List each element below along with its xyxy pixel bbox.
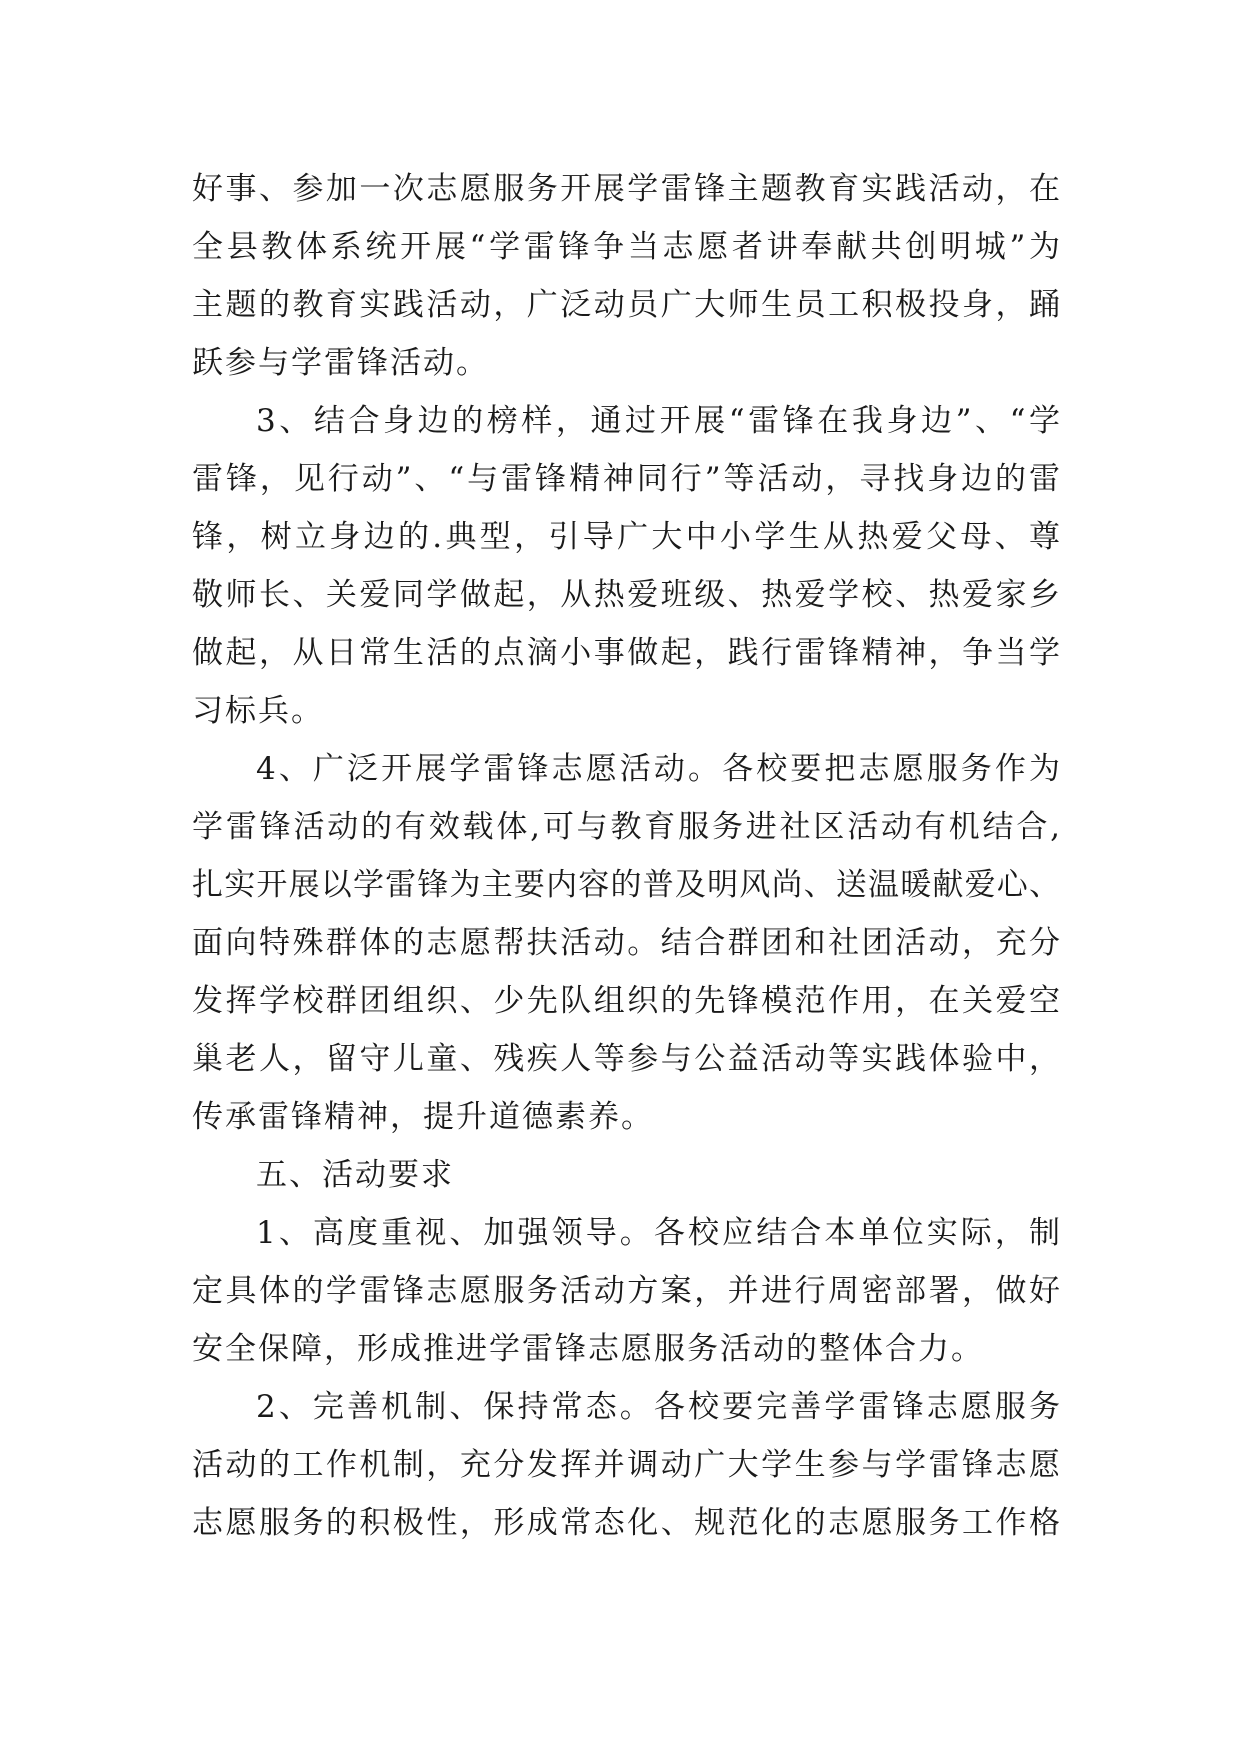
paragraph <box>192 740 1060 1146</box>
text-line: 做起，从日常生活的点滴小事做起，践行雷锋精神，争当学 <box>192 635 1060 671</box>
text-line: 2、完善机制、保持常态。各校要完善学雷锋志愿服务 <box>256 1389 1060 1425</box>
text-line: 活动的工作机制，充分发挥并调动广大学生参与学雷锋志愿 <box>192 1447 1060 1483</box>
text-line: 跃参与学雷锋活动。 <box>192 345 489 381</box>
text-line: 发挥学校群团组织、少先队组织的先锋模范作用，在关爱空 <box>192 983 1060 1019</box>
text-line: 扎实开展以学雷锋为主要内容的普及明风尚、送温暖献爱心、 <box>192 867 1060 903</box>
text-line: 锋，树立身边的.典型，引导广大中小学生从热爱父母、尊 <box>192 519 1060 555</box>
paragraph <box>192 1378 1060 1552</box>
text-line: 习标兵。 <box>192 693 324 729</box>
text-line: 敬师长、关爱同学做起，从热爱班级、热爱学校、热爱家乡 <box>192 577 1060 613</box>
text-line: 学雷锋活动的有效载体,可与教育服务进社区活动有机结合, <box>192 809 1060 845</box>
text-line: 面向特殊群体的志愿帮扶活动。结合群团和社团活动，充分 <box>192 925 1060 961</box>
document-body <box>192 160 1060 1552</box>
text-line: 雷锋，见行动”、“与雷锋精神同行”等活动，寻找身边的雷 <box>192 461 1060 497</box>
paragraph <box>192 1146 1060 1204</box>
text-line: 传承雷锋精神，提升道德素养。 <box>192 1099 654 1135</box>
paragraph <box>192 1204 1060 1378</box>
text-line: 3、结合身边的榜样，通过开展“雷锋在我身边”、“学 <box>256 403 1060 439</box>
text-line: 巢老人，留守儿童、残疾人等参与公益活动等实践体验中， <box>192 1041 1060 1077</box>
document-page <box>192 160 1060 1552</box>
paragraph <box>192 160 1060 392</box>
text-line: 定具体的学雷锋志愿服务活动方案，并进行周密部署，做好 <box>192 1273 1060 1309</box>
text-line: 全县教体系统开展“学雷锋争当志愿者讲奉献共创明城”为 <box>192 229 1060 265</box>
text-line: 好事、参加一次志愿服务开展学雷锋主题教育实践活动，在 <box>192 171 1060 207</box>
text-line: 安全保障，形成推进学雷锋志愿服务活动的整体合力。 <box>192 1331 984 1367</box>
text-line: 志愿服务的积极性，形成常态化、规范化的志愿服务工作格 <box>192 1505 1060 1541</box>
text-line: 主题的教育实践活动，广泛动员广大师生员工积极投身，踊 <box>192 287 1060 323</box>
text-line: 1、高度重视、加强领导。各校应结合本单位实际，制 <box>256 1215 1060 1251</box>
text-line: 五、活动要求 <box>256 1157 454 1193</box>
paragraph <box>192 392 1060 740</box>
text-line: 4、广泛开展学雷锋志愿活动。各校要把志愿服务作为 <box>256 751 1060 787</box>
